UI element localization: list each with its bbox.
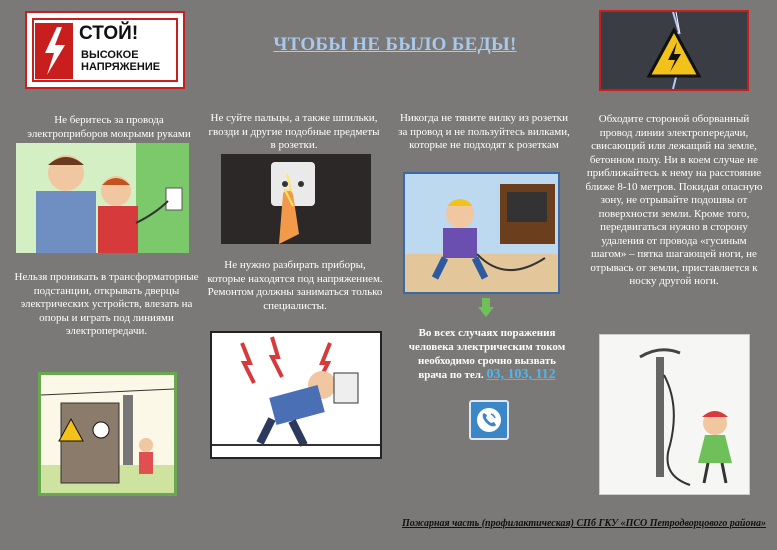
- phone-call-button[interactable]: [469, 400, 509, 440]
- lightning-bolt-icon: [35, 23, 73, 79]
- socket-finger-illustration: [221, 154, 371, 244]
- tip-wet-hands: Не беритесь за провода электроприборов мокрыми руками: [27, 114, 191, 140]
- tip-disassemble: Не нужно разбирать приборы, которые находятся под напряжением. Ремонтом должны заниматься только специалисты.: [207, 259, 383, 312]
- tip-plug: Никогда не тяните вилку из розетки за провод и не пользуйтесь вилками, которые не подходят к розеткам: [398, 112, 570, 151]
- substation-illustration: [38, 372, 177, 496]
- plug-pull-illustration: [403, 172, 560, 294]
- tip-broken-wire: Обходите стороной оборванный провод линии электропередачи, свисающий или лежащий на земле, бетонном полу. Ни в коем случае не приближайтесь к нему на расстояние ближе 8-10 метров. Покидая опасную зону, не отрывайте подошвы от поверхности земли. Кроме того, передвигаться нужно в сторону удаления от провода «гусиным шагом» – пятка шагающей ноги, не отрывась от земли, приставляется к носку другой ноги.: [585, 113, 763, 287]
- stop-sign-line3: НАПРЯЖЕНИЕ: [81, 61, 161, 73]
- footer-credit: Пожарная часть (профилактическая) СПб ГКУ «ПСО Петродворцового района»: [402, 518, 766, 529]
- wet-hands-illustration: [16, 143, 189, 253]
- emergency-phone-numbers[interactable]: 03, 103, 112: [486, 367, 556, 382]
- warning-sign-picture: [599, 10, 749, 91]
- tip-sockets: Не суйте пальцы, а также шпильки, гвозди и другие подобные предметы в розетки.: [208, 112, 380, 151]
- arrow-down-icon: [478, 298, 494, 318]
- phone-icon: [477, 408, 501, 432]
- stop-sign-title: СТОЙ!: [79, 23, 139, 44]
- stop-sign-line2: ВЫСОКОЕ: [81, 49, 139, 61]
- emergency-text: Во всех случаях поражения человека электрическим током необходимо срочно вызвать врача по тел.: [408, 327, 566, 381]
- electrocuted-man-illustration: [210, 331, 382, 459]
- high-voltage-stop-sign: [25, 11, 185, 89]
- page-title: ЧТОБЫ НЕ БЫЛО БЕДЫ!: [273, 34, 517, 55]
- tip-substations: Нельзя проникать в трансформаторные подстанции, открывать дверцы электрических устройств, влезать на опоры и играть под линиями электропередачи.: [14, 271, 199, 337]
- emergency-message: [406, 326, 568, 382]
- broken-wire-illustration: [599, 334, 750, 495]
